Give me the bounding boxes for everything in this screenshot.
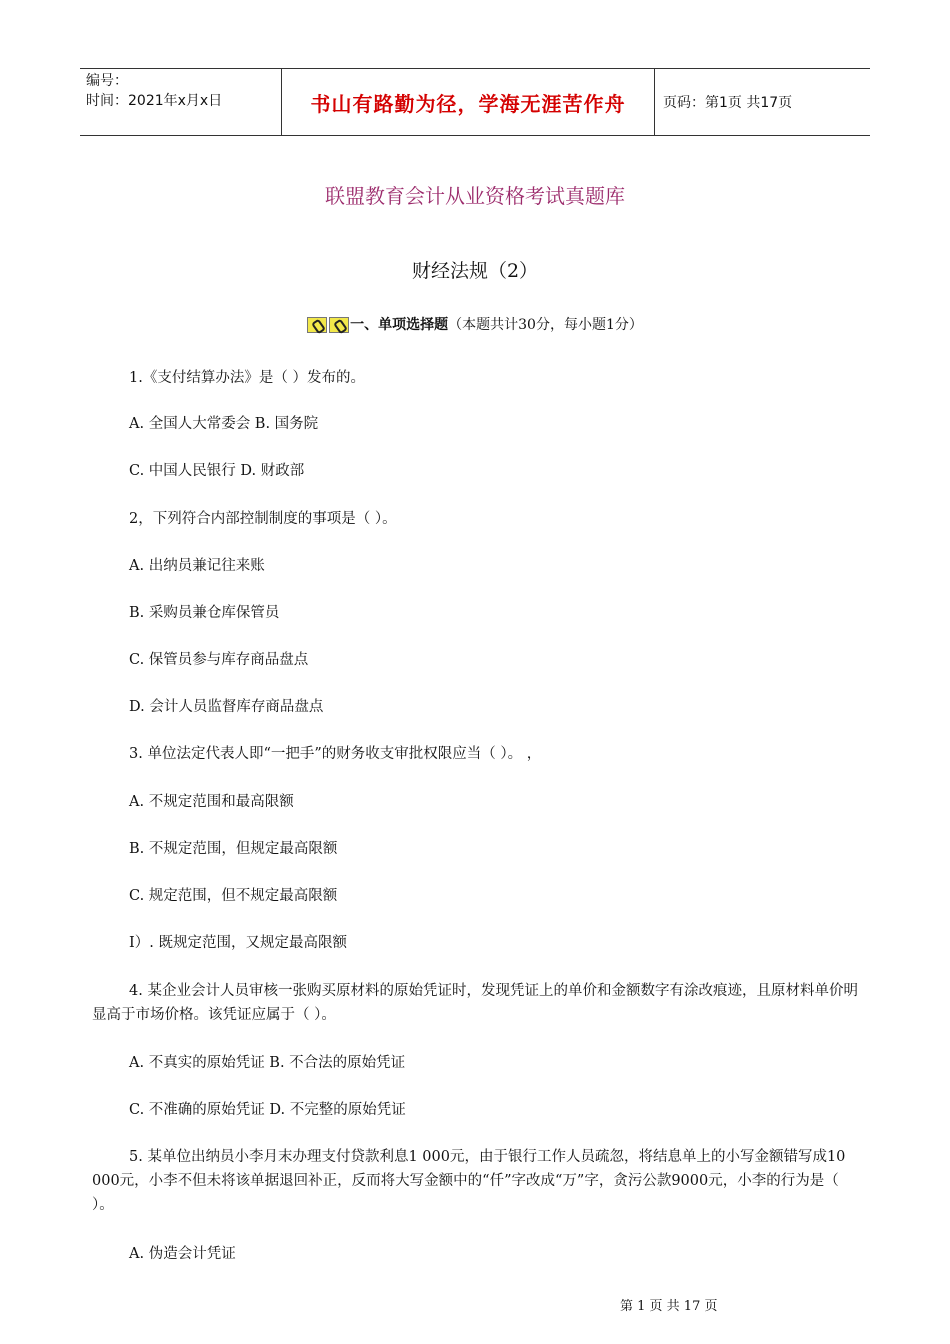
q2-option-b: B. 采购员兼仓库保管员	[129, 605, 280, 621]
q5-stem: 5. 某单位出纳员小李月末办理支付贷款利息1 000元，由于银行工作人员疏忽，将结息单上的小写金额错写成10 000元，小李不但未将该单据退回补正，反而将大写金额中的“仟”字改成“万”字，贪污公款9000元，小李的行为是（ ）。	[92, 1149, 846, 1213]
page-header	[80, 68, 870, 136]
q1-option-cd: C. 中国人民银行 D. 财政部	[129, 463, 305, 479]
q4-option-cd: C. 不准确的原始凭证 D. 不完整的原始凭证	[129, 1102, 406, 1118]
q3-stem: 3. 单位法定代表人即“一把手”的财务收支审批权限应当（ ）。 ，	[129, 746, 542, 762]
q1-stem: 1.《支付结算办法》是（ ）发布的。	[129, 370, 365, 386]
q3-option-d: I）. 既规定范围，又规定最高限额	[129, 935, 347, 951]
q3-option-c: C. 规定范围，但不规定最高限额	[129, 888, 338, 904]
section-heading	[0, 314, 950, 334]
time-label: 时间：2021年x月x日	[86, 93, 223, 109]
section-title: 一、单项选择题	[350, 317, 449, 333]
q2-option-c: C. 保管员参与库存商品盘点	[129, 652, 309, 668]
q3-option-b: B. 不规定范围，但规定最高限额	[129, 841, 338, 857]
q5-option-a: A. 伪造会计凭证	[129, 1246, 236, 1262]
pencil-icon	[307, 317, 327, 333]
document-subtitle: 财经法规（2）	[411, 260, 539, 282]
header-meta	[80, 69, 281, 135]
number-label: 编号：	[86, 73, 128, 89]
q4-stem: 4. 某企业会计人员审核一张购买原材料的原始凭证时，发现凭证上的单价和金额数字有涂改痕迹，且原材料单价明显高于市场价格。该凭证应属于（ ）。	[92, 983, 858, 1023]
header-motto: 书山有路勤为径，学海无涯苦作舟	[281, 69, 655, 135]
q1-option-ab: A. 全国人大常委会 B. 国务院	[129, 416, 319, 432]
page-footer: 第 1 页 共 17 页	[620, 1299, 718, 1314]
q2-stem: 2，下列符合内部控制制度的事项是（ ）。	[129, 511, 397, 527]
q3-option-a: A. 不规定范围和最高限额	[129, 794, 294, 810]
document-title: 联盟教育会计从业资格考试真题库	[325, 184, 625, 208]
q2-option-d: D. 会计人员监督库存商品盘点	[129, 699, 324, 715]
q2-option-a: A. 出纳员兼记往来账	[129, 558, 265, 574]
pencil-icon	[329, 317, 349, 333]
pencil-icons	[307, 317, 349, 333]
q4-option-ab: A. 不真实的原始凭证 B. 不合法的原始凭证	[129, 1055, 406, 1071]
header-page-info: 页码：第1页 共17页	[663, 95, 793, 111]
section-note: （本题共计30分，每小题1分）	[448, 317, 643, 333]
